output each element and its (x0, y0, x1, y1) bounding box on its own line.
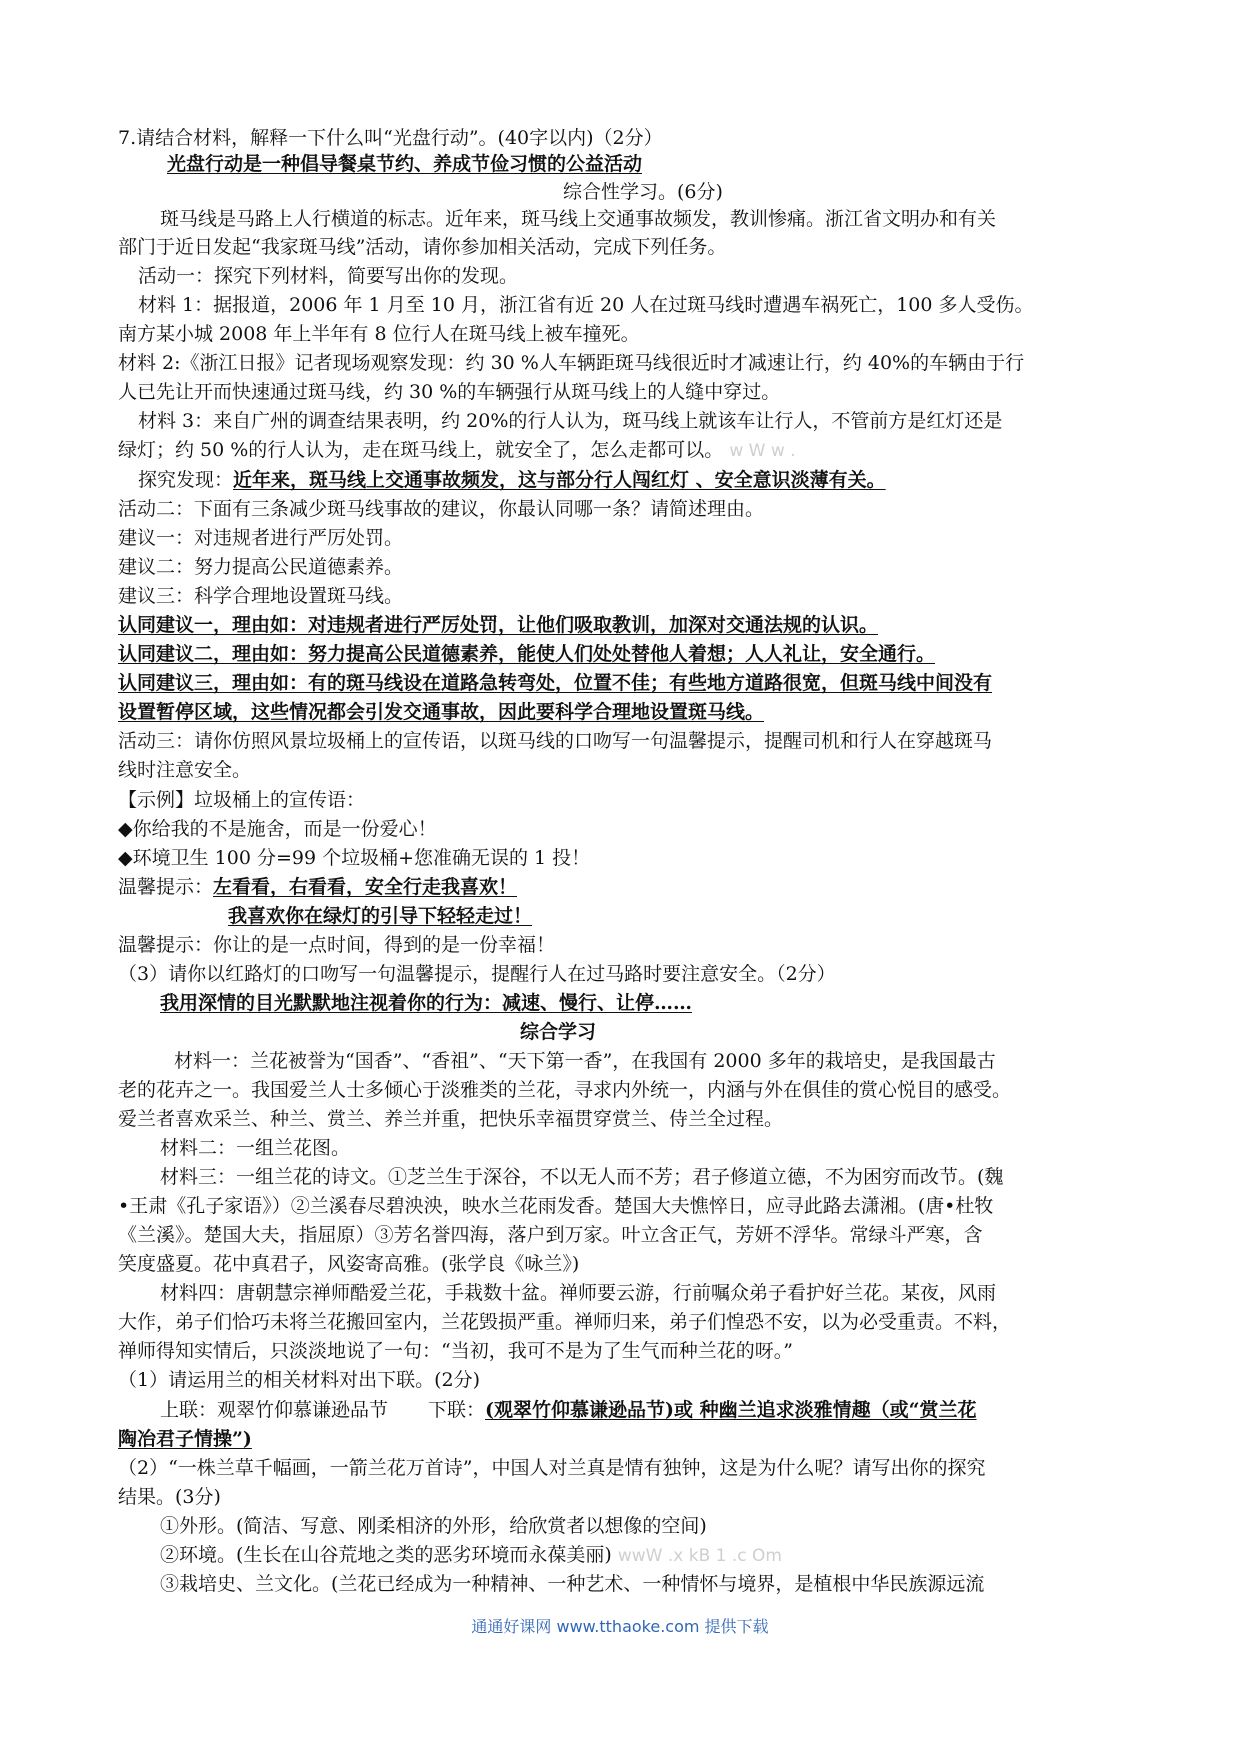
reminder-answer-2: 我喜欢你在绿灯的引导下轻轻走过！ (228, 905, 533, 927)
activity-3-heading: 活动三：请你仿照风景垃圾桶上的宣传语，以斑马线的口吻写一句温馨提示，提醒司机和行人在穿越斑马 (118, 730, 993, 752)
section-heading-comprehensive: 综合学习 (520, 1021, 597, 1043)
paragraph-line: 人已先让开而快速通过斑马线，约 30 %的车辆强行从斑马线上的人缝中穿过。 (118, 381, 781, 403)
finding-answer: 探究发现：近年来，斑马线上交通事故频发，这与部分行人闯红灯 、安全意识淡薄有关。 (138, 469, 886, 491)
answer-suggestion-3-cont: 设置暂停区域，这些情况都会引发交通事故，因此要科学合理地设置斑马线。 (118, 701, 765, 723)
paragraph-line: 南方某小城 2008 年上半年有 8 位行人在斑马线上被车撞死。 (118, 323, 640, 345)
material-1: 材料 1：据报道，2006 年 1 月至 10 月，浙江省有近 20 人在过斑马线时遭遇车祸死亡，100 多人受伤。 (138, 294, 1034, 316)
paragraph-line: 老的花卉之一。我国爱兰人士多倾心于淡雅类的兰花，寻求内外统一，内涵与外在俱佳的赏心悦目的感受。 (118, 1079, 1012, 1101)
answer-suggestion-3: 认同建议三，理由如：有的斑马线设在道路急转弯处，位置不佳；有些地方道路很宽，但斑马线中间没有 (118, 672, 993, 694)
paragraph-line: 大作，弟子们恰巧未将兰花搬回室内，兰花毁损严重。禅师归来，弟子们惶恐不安，以为必受重责。不料， (118, 1311, 1012, 1333)
suggestion-2: 建议二：努力提高公民道德素养。 (118, 556, 404, 578)
result-item-1: ①外形。(简洁、写意、刚柔相济的外形，给欣赏者以想像的空间) (160, 1515, 707, 1537)
orchid-question-1: （1）请运用兰的相关材料对出下联。(2分) (118, 1369, 481, 1391)
reminder-sample: 温馨提示：你让的是一点时间，得到的是一份幸福！ (118, 934, 556, 956)
orchid-material-3: 材料三：一组兰花的诗文。①芝兰生于深谷，不以无人而不芳；君子修道立德，不为困穷而改节。(魏 (160, 1166, 1004, 1188)
result-item-2: ②环境。(生长在山谷荒地之类的恶劣环境而永葆美丽) wwW .x kB 1 .c Om (160, 1544, 782, 1566)
question-7: 7.请结合材料，解释一下什么叫“光盘行动”。(40字以内)（2分） (118, 127, 663, 149)
couplet-answer-cont: 陶冶君子情操”) (118, 1428, 252, 1450)
material-2: 材料 2:《浙江日报》记者现场观察发现：约 30 %人车辆距斑马线很近时才减速让行，约 40%的车辆由于行 (118, 352, 1025, 374)
orchid-material-2: 材料二：一组兰花图。 (160, 1137, 351, 1159)
orchid-question-2: （2）“一株兰草千幅画，一箭兰花万首诗”，中国人对兰真是情有独钟，这是为什么呢？请写出你的探究 (118, 1457, 986, 1479)
answer-question-3: 我用深情的目光默默地注视着你的行为：减速、慢行、让停…… (160, 992, 693, 1014)
example-item: ◆你给我的不是施舍，而是一份爱心！ (118, 818, 437, 840)
paragraph-line: 笑度盛夏。花中真君子，风姿寄高雅。(张学良《咏兰》) (118, 1253, 580, 1275)
material-3: 材料 3：来自广州的调查结果表明，约 20%的行人认为，斑马线上就该车让行人，不管前方是红灯还是 (138, 410, 1003, 432)
couplet-answer: 上联：观翠竹仰慕谦逊品节 下联：(观翠竹仰慕谦逊品节)或 种幽兰追求淡雅情趣（或“赏兰花 (160, 1399, 977, 1421)
answer-suggestion-2: 认同建议二，理由如：努力提高公民道德素养，能使人们处处替他人着想；人人礼让，安全通行。 (118, 643, 936, 665)
orchid-material-4: 材料四：唐朝慧宗禅师酷爱兰花，手栽数十盆。禅师要云游，行前嘱众弟子看护好兰花。某夜，风雨 (160, 1282, 997, 1304)
paragraph-line: 《兰溪》。楚国大夫，指屈原）③芳名誉四海，落户到万家。叶立含正气，芳妍不浮华。常绿斗严寒，含 (118, 1224, 983, 1246)
example-item: ◆环境卫生 100 分=99 个垃圾桶+您准确无误的 1 投！ (118, 847, 591, 869)
page-footer: 通通好课网 www.tthaoke.com 提供下载 (471, 1617, 769, 1636)
answer-7: 光盘行动是一种倡导餐桌节约、养成节俭习惯的公益活动 (167, 153, 643, 175)
suggestion-3: 建议三：科学合理地设置斑马线。 (118, 585, 404, 607)
section-heading-comprehensive-study: 综合性学习。(6分) (563, 181, 723, 203)
example-heading: 【示例】垃圾桶上的宣传语： (118, 789, 366, 811)
activity-1-heading: 活动一：探究下列材料，简要写出你的发现。 (138, 265, 519, 287)
suggestion-1: 建议一：对违规者进行严厉处罚。 (118, 527, 404, 549)
reminder-answer: 温馨提示：左看看，右看看，安全行走我喜欢！ (118, 876, 518, 898)
paragraph-line: 绿灯；约 50 %的行人认为，走在斑马线上，就安全了，怎么走都可以。 w W w . (118, 439, 796, 461)
question-3: （3）请你以红路灯的口吻写一句温馨提示，提醒行人在过马路时要注意安全。（2分） (118, 963, 836, 985)
answer-suggestion-1: 认同建议一，理由如：对违规者进行严厉处罚，让他们吸取教训，加深对交通法规的认识。 (118, 614, 879, 636)
paragraph-line: 结果。(3分) (118, 1486, 221, 1508)
result-item-3: ③栽培史、兰文化。(兰花已经成为一种精神、一种艺术、一种情怀与境界，是植根中华民族源远流 (160, 1573, 985, 1595)
paragraph-line: 禅师得知实情后，只淡淡地说了一句：“当初，我可不是为了生气而种兰花的呀。” (118, 1340, 793, 1362)
paragraph-line: 斑马线是马路上人行横道的标志。近年来，斑马线上交通事故频发，教训惨痛。浙江省文明办和有关 (160, 208, 997, 230)
watermark-text: wwW .x kB 1 .c Om (617, 1546, 782, 1566)
paragraph-line: 部门于近日发起“我家斑马线”活动，请你参加相关活动，完成下列任务。 (118, 236, 727, 258)
watermark-text: w W w . (729, 441, 796, 461)
paragraph-line: 线时注意安全。 (118, 759, 252, 781)
paragraph-line: •王肃《孔子家语》）②兰溪春尽碧泱泱，映水兰花雨发香。楚国大夫憔悴日，应寻此路去潇湘。(唐•杜牧 (118, 1195, 994, 1217)
activity-2-heading: 活动二：下面有三条减少斑马线事故的建议，你最认同哪一条？请简述理由。 (118, 498, 765, 520)
orchid-material-1: 材料一：兰花被誉为“国香”、“香祖”、“天下第一香”，在我国有 2000 多年的栽培史，是我国最古 (174, 1050, 996, 1072)
paragraph-line: 爱兰者喜欢采兰、种兰、赏兰、养兰并重，把快乐幸福贯穿赏兰、侍兰全过程。 (118, 1108, 784, 1130)
